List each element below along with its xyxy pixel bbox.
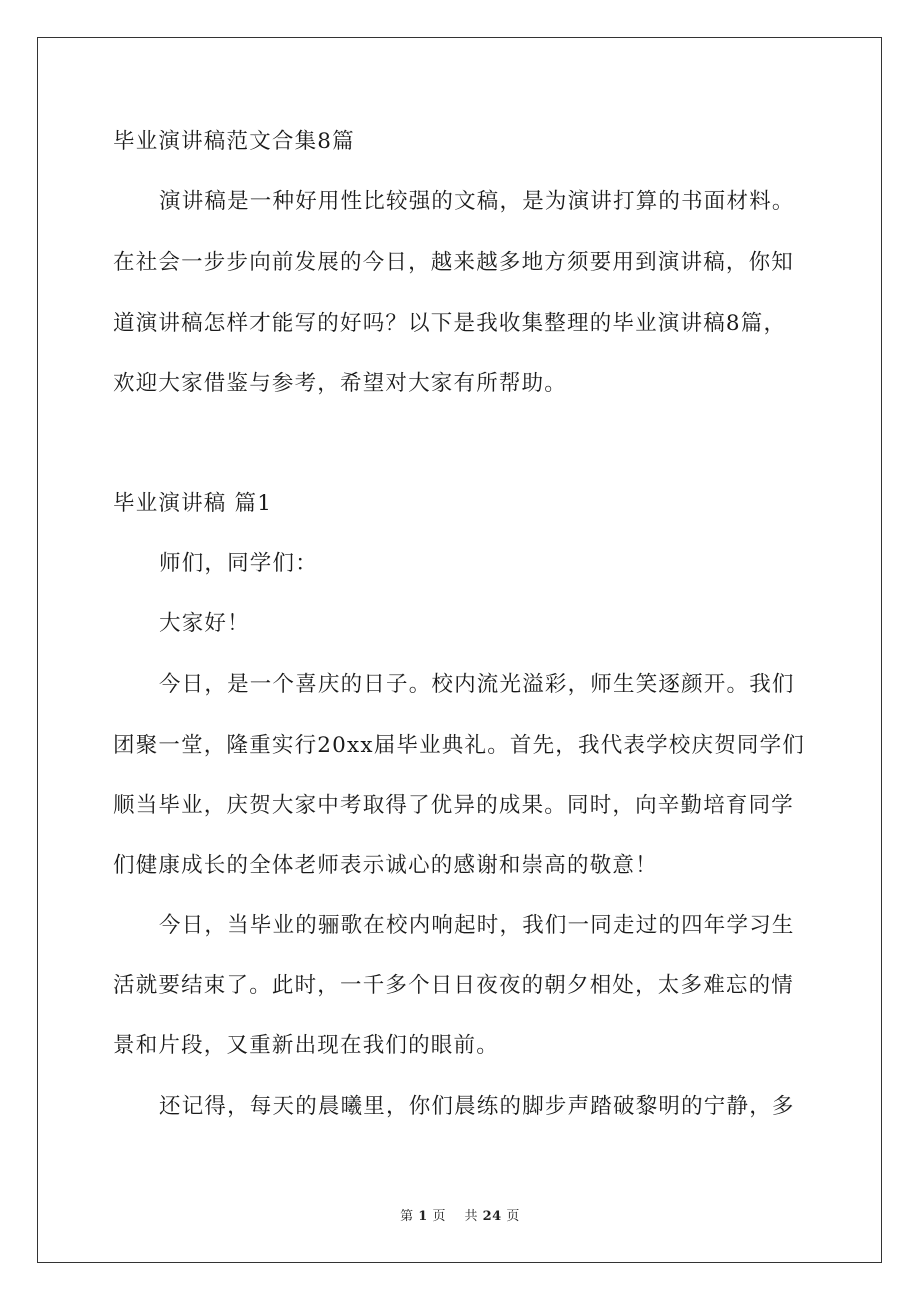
intro-line-1: 演讲稿是一种好用性比较强的文稿，是为演讲打算的书面材料。 <box>159 189 795 214</box>
page-suffix: 页 <box>432 1209 446 1224</box>
body-line: 景和片段，又重新出现在我们的眼前。 <box>113 1033 499 1058</box>
body-line: 还记得，每天的晨曦里，你们晨练的脚步声踏破黎明的宁静，多 <box>159 1094 795 1119</box>
body-line: 今日，当毕业的骊歌在校内响起时，我们一同走过的四年学习生 <box>159 913 795 938</box>
greeting: 大家好！ <box>159 611 250 636</box>
intro-line-4: 欢迎大家借鉴与参考，希望对大家有所帮助。 <box>113 371 568 396</box>
intro-line-3: 道演讲稿怎样才能写的好吗？以下是我收集整理的毕业演讲稿8篇， <box>113 311 787 336</box>
body-line: 活就要结束了。此时，一千多个日日夜夜的朝夕相处，太多难忘的情 <box>113 973 795 998</box>
document-title: 毕业演讲稿范文合集8篇 <box>113 129 355 154</box>
page-prefix: 第 <box>400 1209 414 1224</box>
total-suffix: 页 <box>506 1209 520 1224</box>
current-page-number: 1 <box>418 1209 428 1224</box>
total-prefix: 共 <box>464 1209 478 1224</box>
total-pages: 24 <box>482 1209 502 1224</box>
body-line: 顺当毕业，庆贺大家中考取得了优异的成果。同时，向辛勤培育同学 <box>113 793 795 818</box>
section-heading: 毕业演讲稿 篇1 <box>113 491 273 516</box>
page-footer <box>0 1205 920 1224</box>
page-border <box>37 37 882 1263</box>
salutation: 师们，同学们： <box>159 551 318 576</box>
body-line: 们健康成长的全体老师表示诚心的感谢和崇高的敬意！ <box>113 853 658 878</box>
body-line: 团聚一堂，隆重实行20xx届毕业典礼。首先，我代表学校庆贺同学们 <box>113 733 806 758</box>
intro-line-2: 在社会一步步向前发展的今日，越来越多地方须要用到演讲稿，你知 <box>113 250 795 275</box>
body-line: 今日，是一个喜庆的日子。校内流光溢彩，师生笑逐颜开。我们 <box>159 672 795 697</box>
